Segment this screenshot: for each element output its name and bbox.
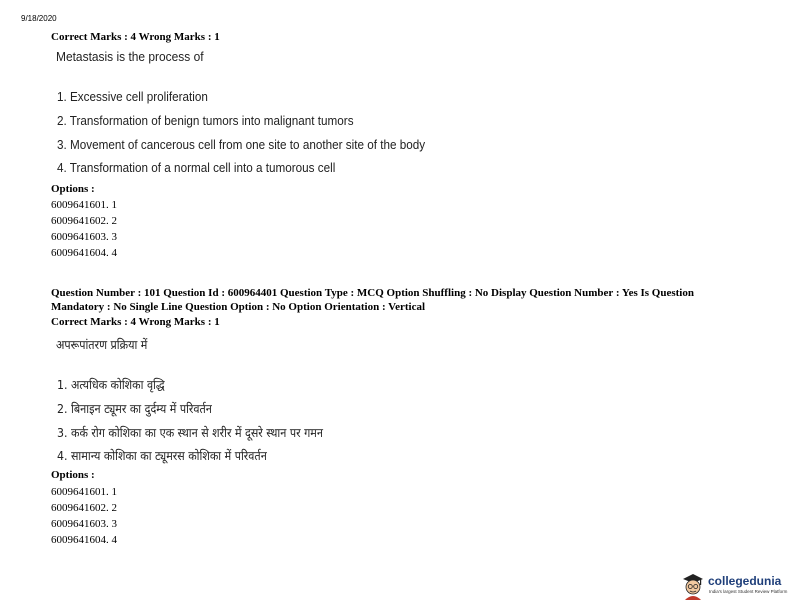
q1-option-id-3: 6009641603. 3	[51, 231, 117, 243]
q2-option-id-2: 6009641602. 2	[51, 502, 117, 514]
q1-choice-1: 1. Excessive cell proliferation	[57, 89, 208, 104]
q2-option-id-1: 6009641601. 1	[51, 486, 117, 498]
q1-option-id-4: 6009641604. 4	[51, 247, 117, 259]
q2-choice-1: 1. अत्यधिक कोशिका वृद्धि	[57, 377, 165, 392]
q1-marks: Correct Marks : 4 Wrong Marks : 1	[51, 31, 220, 43]
q2-choice-2: 2. बिनाइन ट्यूमर का दुर्दम्य में परिवर्तन	[57, 401, 212, 416]
q1-choice-4: 4. Transformation of a normal cell into a tumorous cell	[57, 160, 336, 175]
q1-option-id-2: 6009641602. 2	[51, 215, 117, 227]
q1-choice-2: 2. Transformation of benign tumors into malignant tumors	[57, 113, 354, 128]
q1-question-text: Metastasis is the process of	[56, 49, 204, 64]
q2-marks: Correct Marks : 4 Wrong Marks : 1	[51, 316, 220, 328]
q1-options-label: Options :	[51, 183, 95, 195]
q2-option-id-3: 6009641603. 3	[51, 518, 117, 530]
q2-question-info: Question Number : 101 Question Id : 600964401 Question Type : MCQ Option Shuffling : No Display Question Number : Yes Is Question Mandatory : No Single Line Question Option : No Option Orientation : Vertical	[51, 287, 694, 313]
print-date: 9/18/2020	[21, 14, 57, 23]
q1-option-id-1: 6009641601. 1	[51, 199, 117, 211]
logo-wordmark: collegedunia	[708, 574, 782, 588]
q2-question-text: अपरूपांतरण प्रक्रिया में	[56, 337, 148, 352]
q2-option-id-4: 6009641604. 4	[51, 534, 117, 546]
graduate-mascot-icon	[681, 572, 705, 600]
q2-choice-4: 4. सामान्य कोशिका का ट्यूमरस कोशिका में परिवर्तन	[57, 448, 267, 463]
q2-choice-3: 3. कर्क रोग कोशिका का एक स्थान से शरीर में दूसरे स्थान पर गमन	[57, 425, 323, 440]
q1-choice-3: 3. Movement of cancerous cell from one site to another site of the body	[57, 137, 426, 152]
collegedunia-logo	[681, 572, 788, 602]
logo-tagline: India's largest Student Review Platform	[709, 589, 788, 594]
q2-options-label: Options :	[51, 469, 95, 481]
